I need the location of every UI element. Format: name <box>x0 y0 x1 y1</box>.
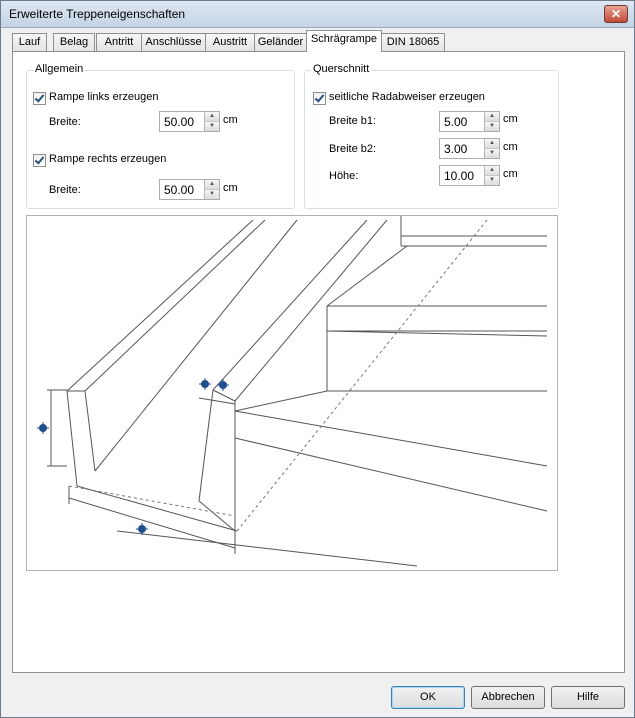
left-ramp-width-spinner[interactable] <box>159 111 220 132</box>
b2-label: Breite b2: <box>329 143 377 155</box>
b2-value: 3.00 <box>444 142 468 156</box>
group-querschnitt <box>304 63 559 209</box>
right-ramp-width-spinner[interactable] <box>159 179 220 200</box>
b2-spinner[interactable] <box>439 138 500 159</box>
left-ramp-width-unit: cm <box>223 114 238 126</box>
tab-anschluesse[interactable]: Anschlüsse <box>141 33 206 51</box>
group-allgemein <box>26 63 295 209</box>
tab-gelaender[interactable]: Geländer <box>254 33 307 51</box>
right-ramp-label: Rampe rechts erzeugen <box>49 153 167 165</box>
right-ramp-checkbox[interactable] <box>33 154 46 167</box>
spin-up-icon[interactable]: ▲ <box>484 166 499 176</box>
cancel-button[interactable]: Abbrechen <box>471 686 545 709</box>
b1-value: 5.00 <box>444 115 468 129</box>
height-label: Höhe: <box>329 170 359 182</box>
spin-up-icon[interactable]: ▲ <box>484 139 499 149</box>
spin-down-icon[interactable]: ▼ <box>484 122 499 131</box>
tab-antritt[interactable]: Antritt <box>96 33 142 51</box>
dimension-handle-icon[interactable] <box>199 378 211 390</box>
group-querschnitt-title: Querschnitt <box>313 63 370 75</box>
ramp-preview-drawing <box>26 215 558 571</box>
right-ramp-width-value: 50.00 <box>164 183 195 197</box>
tab-austritt[interactable]: Austritt <box>205 33 255 51</box>
spin-down-icon[interactable]: ▼ <box>484 176 499 185</box>
right-ramp-width-unit: cm <box>223 182 238 194</box>
tab-schraegrampe[interactable]: Schrägrampe <box>306 30 382 52</box>
wheel-guard-label: seitliche Radabweiser erzeugen <box>329 91 485 103</box>
left-ramp-width-value: 50.00 <box>164 115 195 129</box>
b1-unit: cm <box>503 113 518 125</box>
ramp-section-diagram <box>27 216 557 570</box>
height-unit: cm <box>503 168 518 180</box>
close-button[interactable]: ✕ <box>604 5 628 23</box>
spin-down-icon[interactable]: ▼ <box>204 122 219 131</box>
title-bar <box>1 1 634 28</box>
b1-spinner[interactable] <box>439 111 500 132</box>
spin-down-icon[interactable]: ▼ <box>484 149 499 158</box>
window-title: Erweiterte Treppeneigenschaften <box>9 7 186 21</box>
spin-up-icon[interactable]: ▲ <box>204 112 219 122</box>
wheel-guard-checkbox[interactable] <box>313 92 326 105</box>
group-allgemein-title: Allgemein <box>35 63 84 75</box>
left-ramp-label: Rampe links erzeugen <box>49 91 159 103</box>
dimension-handle-icon[interactable] <box>37 422 49 434</box>
height-value: 10.00 <box>444 169 475 183</box>
b1-label: Breite b1: <box>329 115 377 127</box>
ok-button[interactable]: OK <box>391 686 465 709</box>
tab-din-18065[interactable]: DIN 18065 <box>381 33 445 51</box>
spin-down-icon[interactable]: ▼ <box>204 190 219 199</box>
height-spinner[interactable] <box>439 165 500 186</box>
b2-unit: cm <box>503 141 518 153</box>
dimension-handle-icon[interactable] <box>217 379 229 391</box>
spin-up-icon[interactable]: ▲ <box>484 112 499 122</box>
help-button[interactable]: Hilfe <box>551 686 625 709</box>
right-ramp-width-label: Breite: <box>49 184 81 196</box>
tab-lauf[interactable]: Lauf <box>12 33 47 51</box>
spin-up-icon[interactable]: ▲ <box>204 180 219 190</box>
tab-belag[interactable]: Belag <box>53 33 95 51</box>
left-ramp-width-label: Breite: <box>49 116 81 128</box>
left-ramp-checkbox[interactable] <box>33 92 46 105</box>
